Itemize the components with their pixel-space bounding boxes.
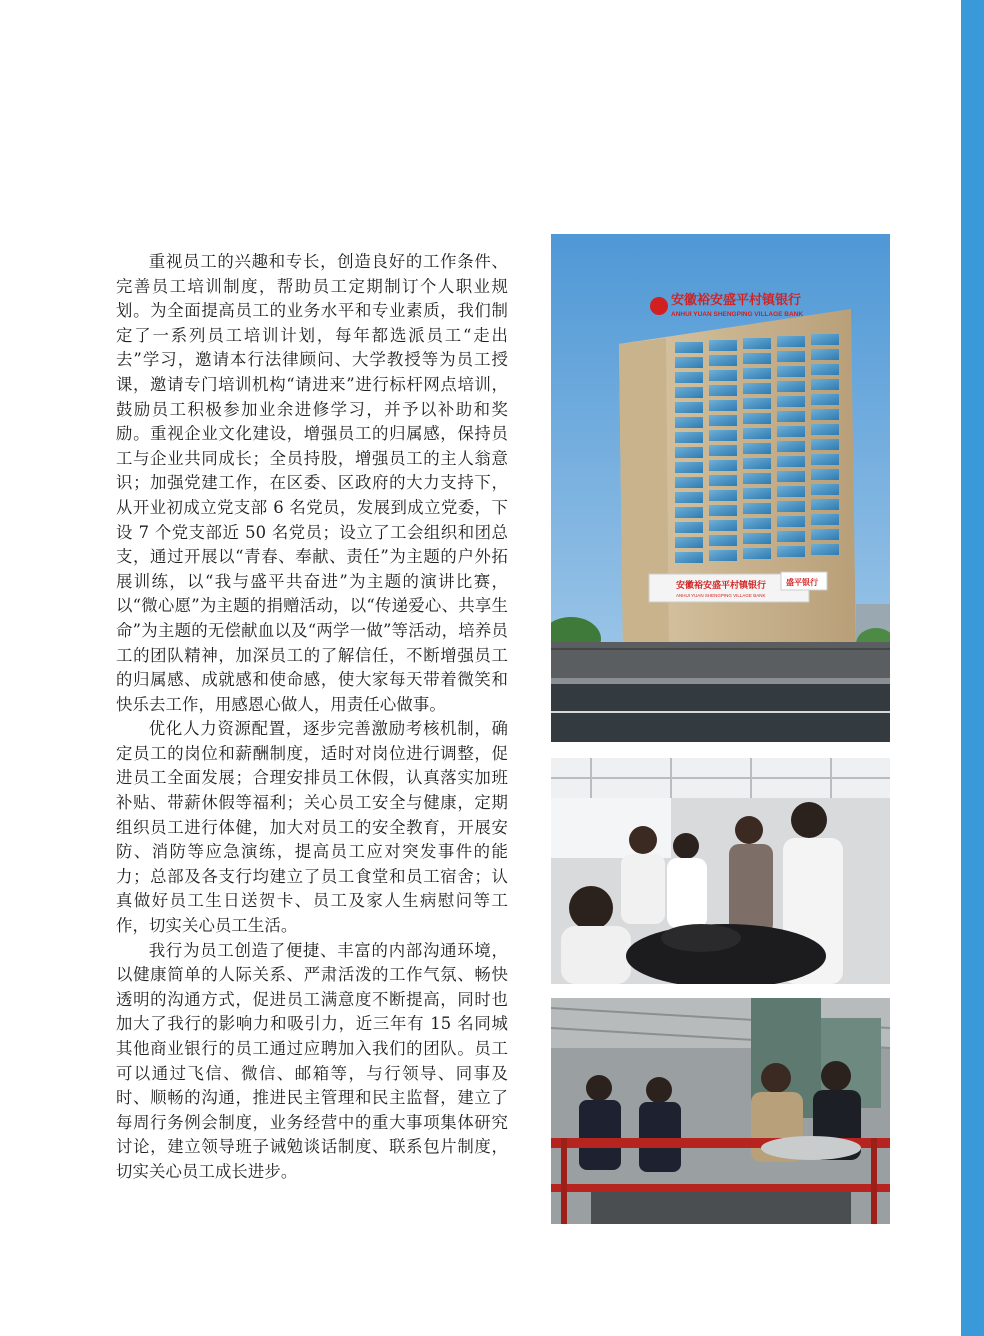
- building-window: [777, 471, 805, 482]
- building-window: [811, 424, 839, 435]
- paragraph-communication: 我行为员工创造了便捷、丰富的内部沟通环境，以健康简单的人际关系、严肃活泼的工作气氛、畅快透明的沟通方式，促进员工满意度不断提高，同时也加大了我行的影响力和吸引力，近三年有 15 名同城其他商业银行的员工通过应聘加入我们的团队。员工可以通过飞信、微信、邮箱等，与行领导、同事及时、顺畅的沟通，推进民主管理和民主监督，建立了每周行务例会制度，业务经营中的重大事项集体研究讨论，建立领导班子诫勉谈话制度、联系包片制度，切实关心员工成长进步。: [116, 940, 508, 1181]
- building-window: [743, 413, 771, 424]
- building-window: [743, 458, 771, 469]
- building-window: [709, 520, 737, 531]
- building-window: [777, 336, 805, 347]
- building-window: [811, 409, 839, 420]
- building-window: [777, 486, 805, 497]
- building-window: [709, 445, 737, 456]
- building-window: [675, 357, 703, 368]
- building-window: [675, 342, 703, 353]
- building-window: [811, 379, 839, 390]
- building-window: [709, 340, 737, 351]
- building-window: [811, 334, 839, 345]
- building-window: [675, 522, 703, 533]
- building-window: [675, 507, 703, 518]
- building-window: [777, 426, 805, 437]
- building-window: [709, 505, 737, 516]
- building-window: [709, 355, 737, 366]
- workshop-inspection-photo: [551, 998, 890, 1224]
- building-window: [777, 366, 805, 377]
- rooftop-sign-en: ANHUI YUAN SHENGPING VILLAGE BANK: [671, 311, 804, 318]
- paragraph-hr-allocation: 优化人力资源配置，逐步完善激励考核机制，确定员工的岗位和薪酬制度，适时对岗位进行调整，促进员工全面发展；合理安排员工休假，认真落实加班补贴、带薪休假等福利；关心员工安全与健康，定期组织员工进行体健，加大对员工的安全教育，开展安防、消防等应急演练，提高员工应对突发事件的能力；总部及各支行均建立了员工食堂和员工宿舍；认真做好员工生日送贺卡、员工及家人生病慰问等工作，切实关心员工生活。: [116, 719, 508, 936]
- building-window: [743, 368, 771, 379]
- building-window: [743, 488, 771, 499]
- entrance-sign-en: ANHUI YUAN SHENGPING VILLAGE BANK: [676, 593, 766, 598]
- building-window: [777, 351, 805, 362]
- building-window: [709, 535, 737, 546]
- building-window: [743, 548, 771, 559]
- building-window: [743, 353, 771, 364]
- building-window: [709, 550, 737, 561]
- building-window: [709, 475, 737, 486]
- side-sign-cn: 盛平银行: [786, 578, 818, 587]
- building-window: [743, 503, 771, 514]
- building-window: [709, 400, 737, 411]
- building-window: [709, 370, 737, 381]
- building-window: [777, 531, 805, 542]
- building-window: [777, 381, 805, 392]
- building-window: [709, 385, 737, 396]
- building-window: [777, 516, 805, 527]
- building-window: [777, 501, 805, 512]
- building-window: [709, 415, 737, 426]
- building-window: [743, 533, 771, 544]
- building-window: [709, 490, 737, 501]
- building-window: [811, 514, 839, 525]
- building-window: [675, 372, 703, 383]
- building-window: [811, 454, 839, 465]
- paragraph-training: 重视员工的兴趣和专长，创造良好的工作条件、完善员工培训制度，帮助员工定期制订个人职业规划。为全面提高员工的业务水平和专业素质，我们制定了一系列员工培训计划，每年都选派员工“走出去”学习，邀请本行法律顾问、大学教授等为员工授课，邀请专门培训机构“请进来”进行标杆网点培训，鼓励员工积极参加业余进修学习，并予以补助和奖励。重视企业文化建设，增强员工的归属感，保持员工与企业共同成长；全员持股，增强员工的主人翁意识；加强党建工作，在区委、区政府的大力支持下，从开业初成立党支部 6 名党员，发展到成立党委，下设 7 个党支部近 50 名党员；设立了工会组织和团总支，通过开展以“青春、奉献、责任”为主题的户外拓展训练，以“我与盛平共奋进”为主题的演讲比赛，以“微心愿”为主题的捐赠活动，以“传递爱心、共享生命”为主题的无偿献血以及“两学一做”等活动，培养员工的团队精神，加深员工的了解信任，不断增强员工的归属感、成就感和使命感，使大家每天带着微笑和快乐去工作，用感恩心做人，用责任心做事。: [116, 252, 508, 714]
- building-window: [675, 417, 703, 428]
- building-window: [709, 460, 737, 471]
- building-window: [743, 518, 771, 529]
- bank-building-photo: [551, 234, 890, 742]
- building-window: [675, 402, 703, 413]
- building-window: [675, 477, 703, 488]
- entrance-sign-cn: 安徽裕安盛平村镇银行: [676, 580, 767, 590]
- building-window: [743, 473, 771, 484]
- building-window: [675, 552, 703, 563]
- building-window: [777, 411, 805, 422]
- building-window: [743, 338, 771, 349]
- building-window: [675, 432, 703, 443]
- building-window: [811, 484, 839, 495]
- building-window: [811, 469, 839, 480]
- building-window: [675, 537, 703, 548]
- building-window: [709, 430, 737, 441]
- building-window: [777, 456, 805, 467]
- building-window: [777, 441, 805, 452]
- building-window: [743, 383, 771, 394]
- article-body: [116, 250, 508, 1185]
- building-window: [811, 499, 839, 510]
- building-window: [675, 492, 703, 503]
- building-window: [811, 364, 839, 375]
- building-window: [811, 439, 839, 450]
- building-window: [777, 546, 805, 557]
- rooftop-sign-cn: 安徽裕安盛平村镇银行: [671, 292, 802, 307]
- factory-visit-photo: [551, 758, 890, 984]
- building-window: [743, 428, 771, 439]
- building-window: [675, 462, 703, 473]
- building-window: [777, 396, 805, 407]
- page-edge-bar: [961, 0, 984, 1336]
- building-window: [743, 443, 771, 454]
- building-window: [811, 529, 839, 540]
- building-window: [811, 394, 839, 405]
- building-window: [811, 349, 839, 360]
- bank-logo-icon: [650, 297, 668, 315]
- building-window: [675, 447, 703, 458]
- building-window: [675, 387, 703, 398]
- building-window: [811, 544, 839, 555]
- building-window: [743, 398, 771, 409]
